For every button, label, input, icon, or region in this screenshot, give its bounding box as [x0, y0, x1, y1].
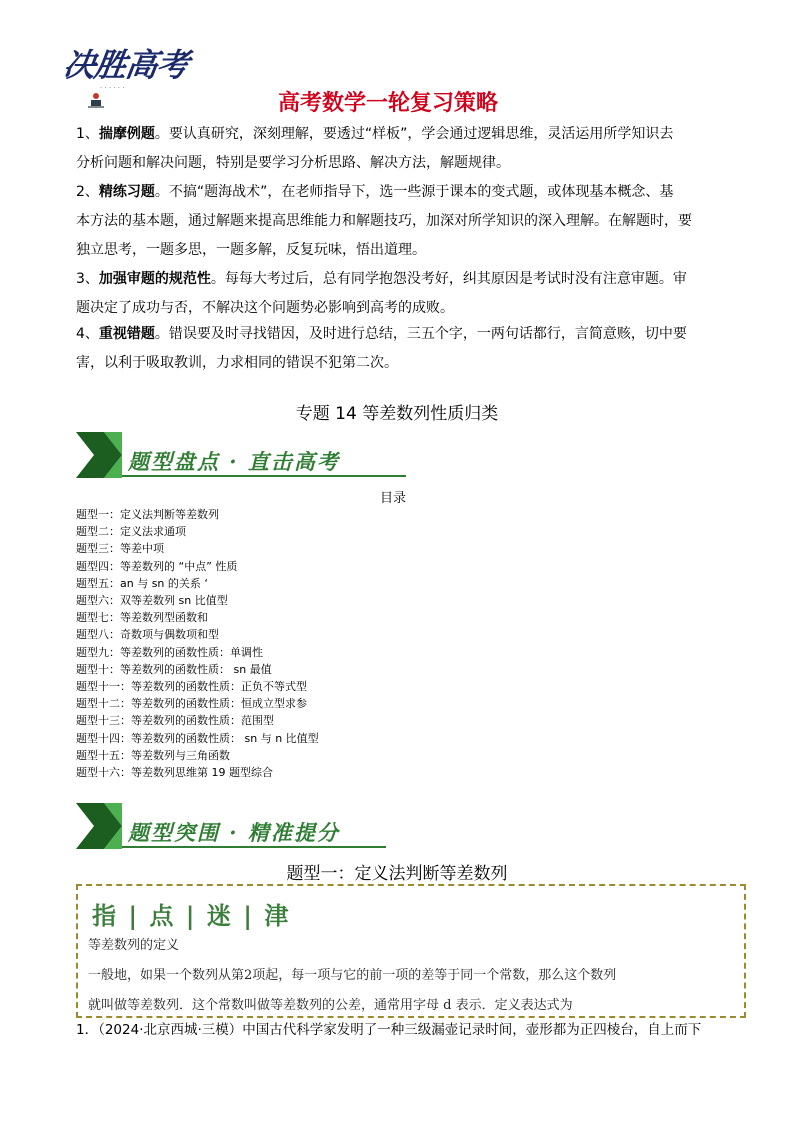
toc-item[interactable]: 题型十一：等差数列的函数性质：正负不等式型	[76, 680, 307, 694]
logo-subtitle: · · · · · ·	[100, 84, 125, 92]
tip-line-3: 就叫做等差数列．这个常数叫做等差数列的公差，通常用字母 d 表示．定义表达式为	[88, 998, 573, 1013]
toc-item[interactable]: 题型十：等差数列的函数性质： sn 最值	[76, 662, 272, 676]
toc-item[interactable]: 题型四：等差数列的 “中点” 性质	[76, 559, 238, 573]
toc-item[interactable]: 题型六：双等差数列 sn 比值型	[76, 594, 228, 608]
table-of-contents	[76, 506, 319, 781]
toc-item[interactable]: 题型十二：等差数列的函数性质：恒成立型求参	[76, 697, 307, 711]
question-1: 1．（2024·北京西城·三模）中国古代科学家发明了一种三级漏壶记录时间，壶形都为正四棱台，自上而下	[76, 1022, 702, 1038]
tip-heading: 指 | 点 | 迷 | 津	[92, 901, 291, 930]
toc-item[interactable]: 题型十三：等差数列的函数性质：范围型	[76, 714, 274, 728]
banner-2-text: 题型突围 · 精准提分	[128, 820, 340, 845]
toc-title: 目录	[380, 491, 407, 506]
tip-line-1: 等差数列的定义	[88, 938, 180, 953]
toc-item[interactable]: 题型二：定义法求通项	[76, 525, 186, 539]
student-icon	[86, 92, 106, 110]
page-title: 高考数学一轮复习策略	[278, 91, 499, 116]
tip-line-2: 一般地，如果一个数列从第2项起，每一项与它的前一项的差等于同一个常数，那么这个数列	[88, 968, 617, 983]
toc-item[interactable]: 题型八：奇数项与偶数项和型	[76, 628, 219, 642]
strategy-3: 3、加强审题的规范性。每每大考过后，总有同学抱怨没考好，纠其原因是考试时没有注意审题。审 题决定了成功与否，不解决这个问题势必影响到高考的成败。	[76, 271, 687, 316]
banner-1-text: 题型盘点 · 直击高考	[128, 449, 340, 474]
toc-item[interactable]: 题型十四：等差数列的函数性质： sn 与 n 比值型	[76, 731, 319, 745]
toc-item[interactable]: 题型十五：等差数列与三角函数	[76, 748, 230, 762]
section-title: 题型一：定义法判断等差数列	[286, 864, 508, 884]
toc-item[interactable]: 题型九：等差数列的函数性质：单调性	[76, 645, 263, 659]
strategy-2: 2、精练习题。不搞“题海战术”，在老师指导下，选一些源于课本的变式题，或体现基本概念、基 本方法的基本题，通过解题来提高思维能力和解题技巧，加深对所学知识的深入理解。在解题时，要 独立思考，一题多思，一题多解，反复玩味，悟出道理。	[76, 184, 692, 258]
toc-item[interactable]: 题型七：等差数列型函数和	[76, 611, 208, 625]
strategy-4: 4、重视错题。错误要及时寻找错因，及时进行总结，三五个字，一两句话都行，言简意赅，切中要 害，以利于吸取教训，力求相同的错误不犯第二次。	[76, 326, 687, 371]
toc-item[interactable]: 题型五：an 与 sn 的关系 ‘	[76, 576, 208, 590]
toc-item[interactable]: 题型一：定义法判断等差数列	[76, 508, 219, 521]
topic-title: 专题 14 等差数列性质归类	[295, 404, 499, 424]
toc-item[interactable]: 题型十六：等差数列思维第 19 题型综合	[76, 766, 273, 780]
strategy-1: 1、揣摩例题。要认真研究，深刻理解，要透过“样板”，学会通过逻辑思维，灵活运用所学知识去 分析问题和解决问题，特别是要学习分析思路、解决方法，解题规律。	[76, 126, 674, 171]
toc-item[interactable]: 题型三：等差中项	[76, 542, 164, 556]
logo: 决胜高考	[61, 46, 191, 84]
